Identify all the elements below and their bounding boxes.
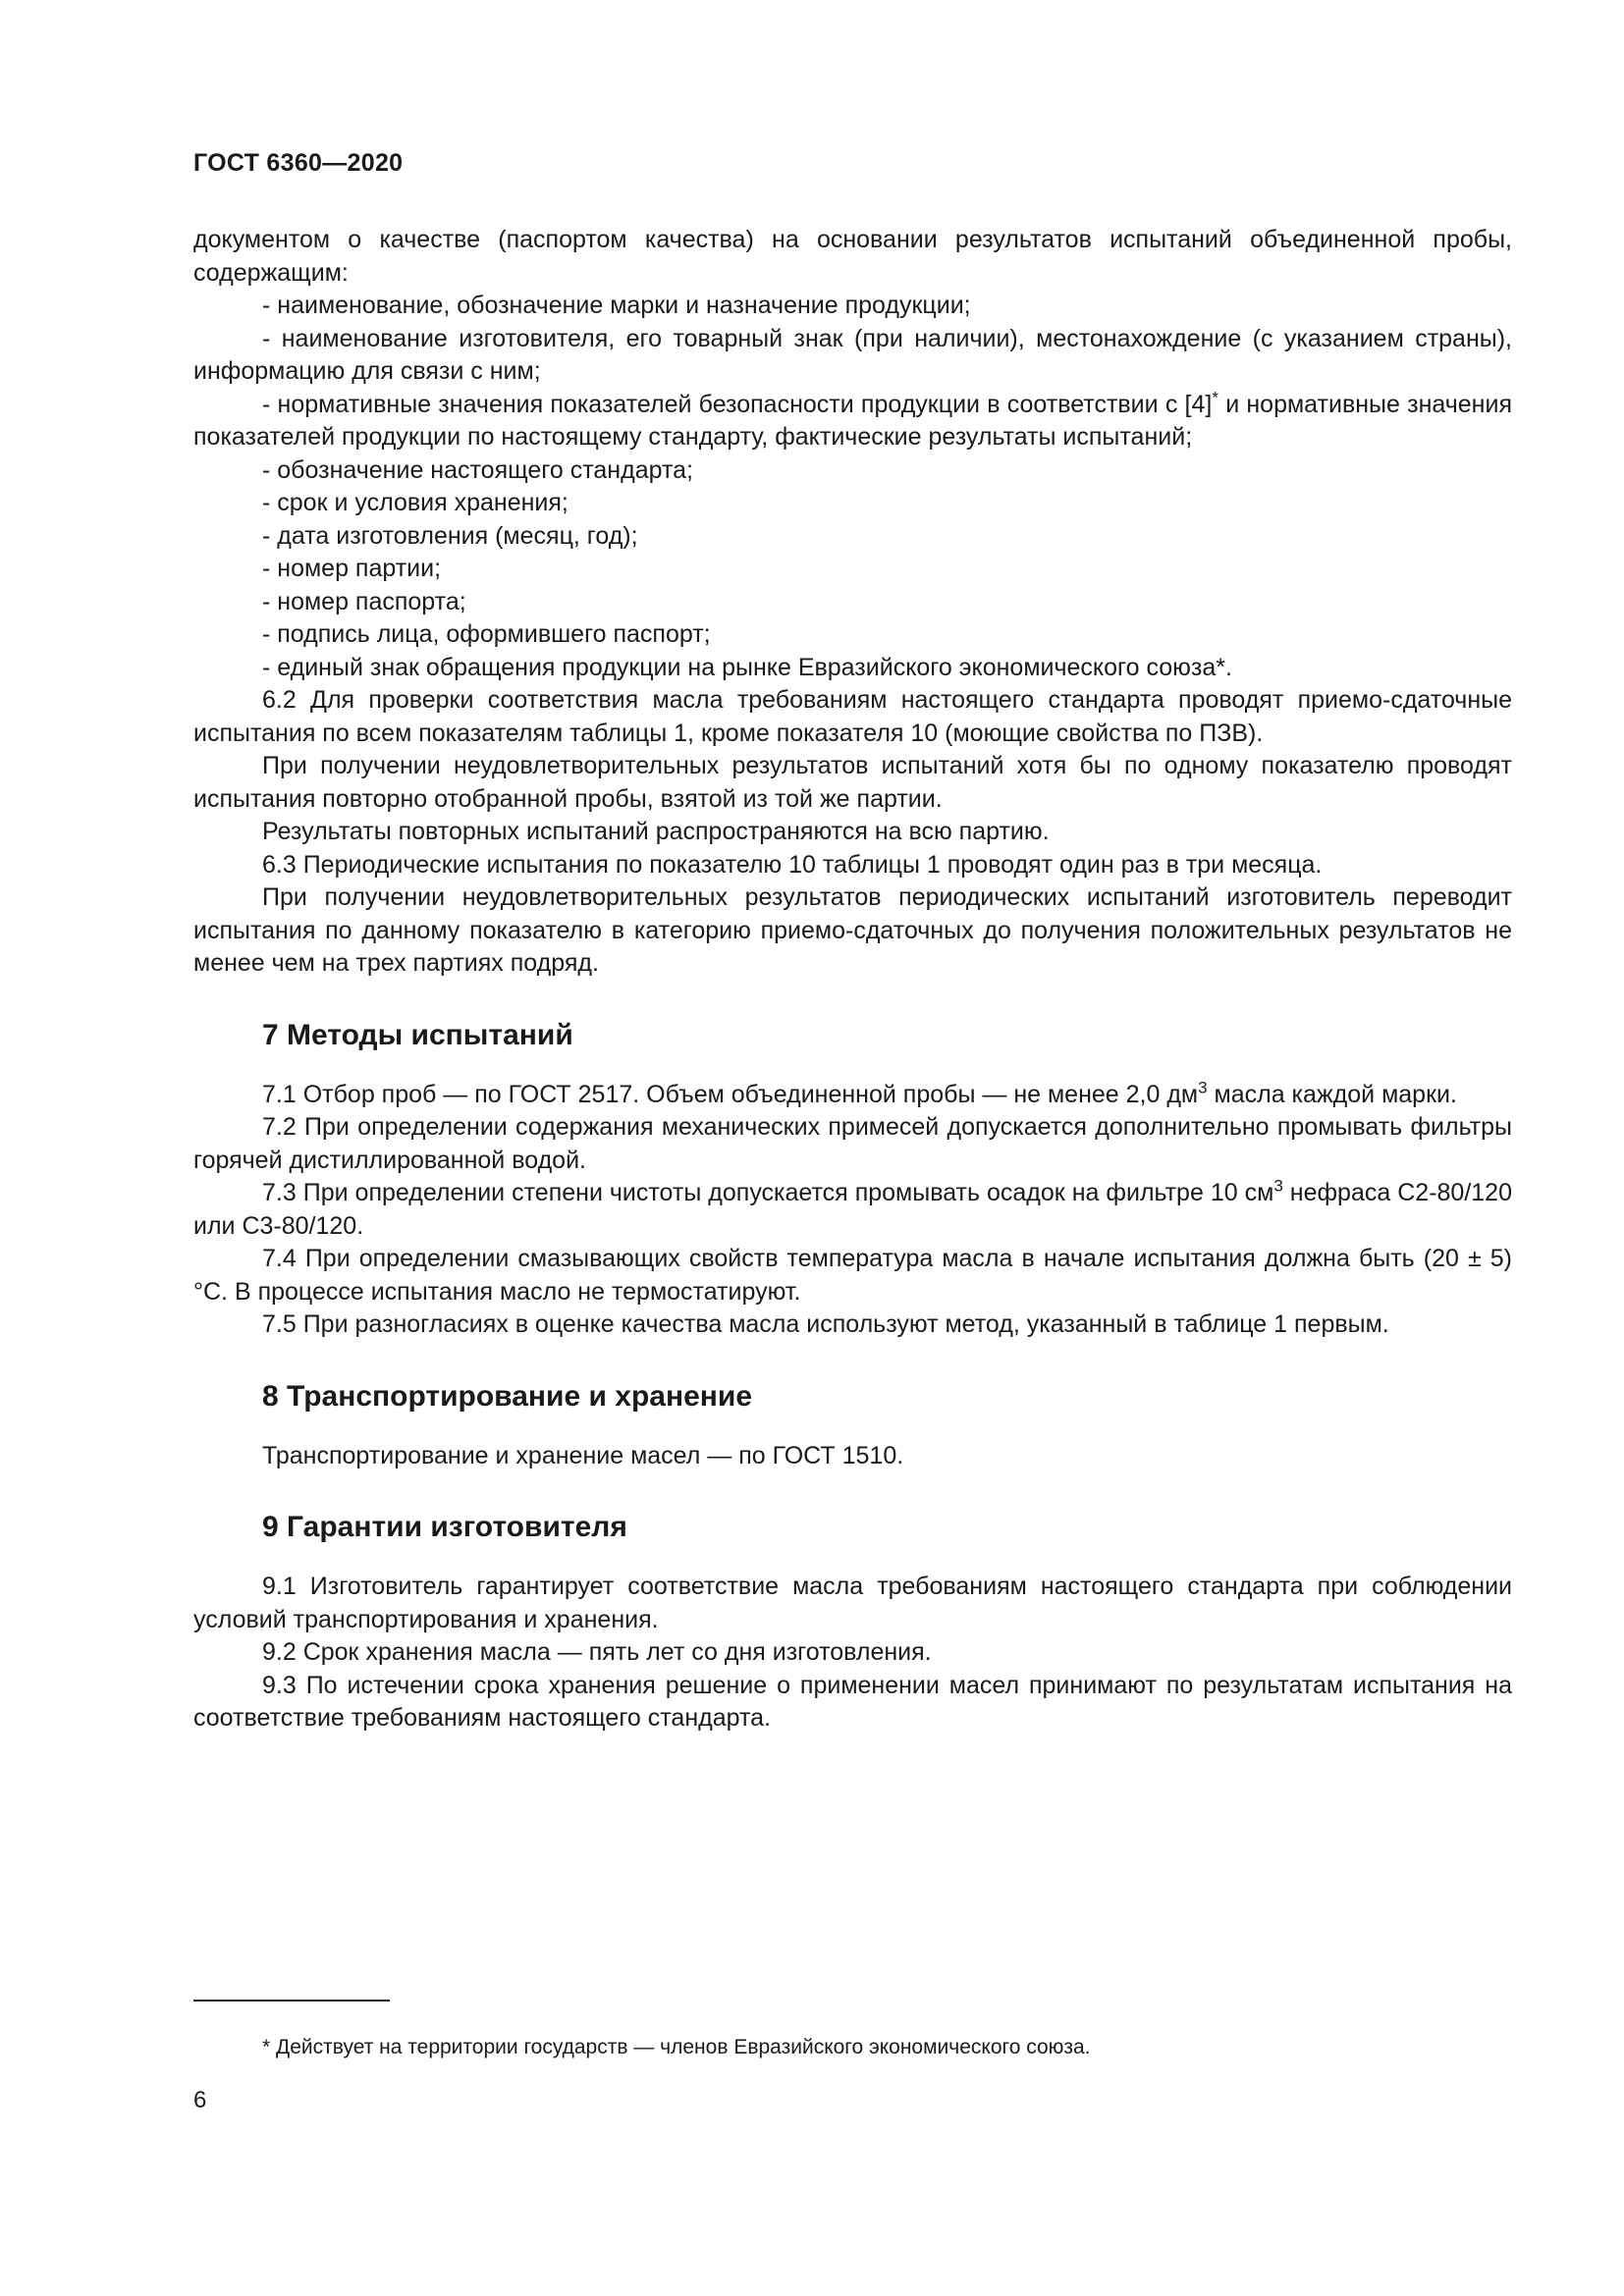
list-item: - срок и условия хранения; [262,489,568,516]
list-item: - дата изготовления (месяц, год); [262,521,638,550]
list-item: - номер паспорта; [262,587,466,615]
footnote-marker: * [1212,388,1218,407]
list-item: - обозначение настоящего стандарта; [262,455,693,484]
section-9-heading: 9 Гарантии изготовителя [262,1511,627,1543]
footnote: * Действует на территории государств — членов Евразийского экономического союза. [262,2036,1091,2058]
paragraph: Результаты повторных испытаний распространяются на всю партию. [262,818,1050,845]
page-body [193,224,1512,1735]
document-header: ГОСТ 6360—2020 [193,149,404,177]
list-item: - наименование, обозначение марки и назначение продукции; [262,292,971,319]
list-item: - единый знак обращения продукции на рынке Евразийского экономического союза*. [262,653,1232,681]
list-item: - номер партии; [262,555,442,582]
paragraph-7-1: 7.1 Отбор проб — по ГОСТ 2517. Объем объединенной пробы — не менее 2,0 $дм^3$ масла каждой марки. [262,1078,1457,1108]
paragraph-6-2: 6.2 Для проверки соответствия масла требованиям настоящего стандарта проводят приемо-сдаточные испытания по всем показателям таблицы 1, кроме показателя 10 (моющие свойства по ПЗВ). [193,686,1512,747]
paragraph-7-2: 7.2 При определении содержания механических примесей допускается дополнительно промывать фильтры горячей дистиллированной водой. [193,1113,1512,1174]
section-8-heading: 8 Транспортирование и хранение [262,1379,753,1413]
section-7-heading: 7 Методы испытаний [262,1018,573,1051]
paragraph-9-2: 9.2 Срок хранения масла — пять лет со дня изготовления. [262,1638,932,1666]
paragraph-7-5: 7.5 При разногласиях в оценке качества масла используют метод, указанный в таблице 1 первым. [262,1310,1389,1338]
paragraph: При получении неудовлетворительных результатов периодических испытаний изготовитель переводит испытания по данному показателю в категорию приемо-сдаточных до получения положительных результатов не менее чем на трех партиях подряд. [193,883,1512,977]
footnote-divider [193,2000,390,2002]
paragraph-6-3: 6.3 Периодические испытания по показателю 10 таблицы 1 проводят один раз в три месяца. [262,850,1323,879]
paragraph-9-1: 9.1 Изготовитель гарантирует соответствие масла требованиям настоящего стандарта при соблюдении условий транспортирования и хранения. [193,1573,1512,1633]
paragraph-9-3: 9.3 По истечении срока хранения решение о применении масел принимают по результатам испытания на соответствие требованиям настоящего стандарта. [193,1671,1512,1732]
paragraph-8: Транспортирование и хранение масел — по ГОСТ 1510. [262,1441,904,1469]
paragraph-7-4: 7.4 При определении смазывающих свойств температура масла в начале испытания должна быть (20 ± 5) °С. В процессе испытания масло не термостатируют. [193,1245,1512,1306]
intro-lead: документом о качестве (паспортом качества) на основании результатов испытаний объединенной пробы, содержащим: [193,226,1512,287]
paragraph-7-3: 7.3 При определении степени чистоты допускается промывать осадок на фильтре 10 $см^3$ нефраса С2-80/120 или С3-80/120. [193,1176,1512,1240]
list-item: - нормативные значения показателей безопасности продукции в соответствии с [4]* и нормативные значения показателей продукции по настоящему стандарту, фактические результаты испытаний; [193,388,1512,451]
list-item: - подпись лица, оформившего паспорт; [262,620,711,648]
page-number: 6 [193,2087,207,2113]
list-item: - наименование изготовителя, его товарный знак (при наличии), местонахождение (с указанием страны), информацию для связи с ним; [193,324,1512,385]
paragraph: При получении неудовлетворительных результатов испытаний хотя бы по одному показателю проводят испытания повторно отобранной пробы, взятой из той же партии. [193,752,1512,813]
